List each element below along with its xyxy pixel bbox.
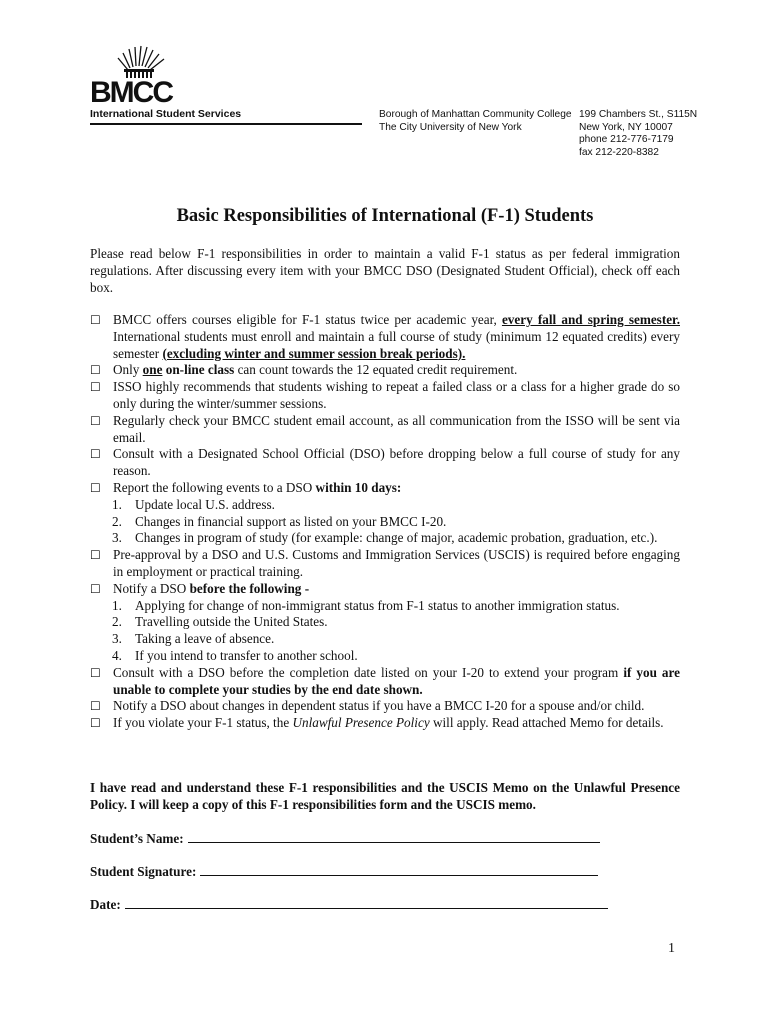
sub-text: Taking a leave of absence. — [135, 631, 275, 647]
page-number: 1 — [668, 941, 675, 956]
student-name-label: Student’s Name: — [90, 831, 184, 846]
sub-number: 3. — [112, 631, 122, 647]
checkbox[interactable]: ☐ — [90, 447, 101, 462]
checkbox[interactable]: ☐ — [90, 480, 101, 495]
sub-list-item — [112, 514, 680, 531]
item-text: Regularly check your BMCC student email account, as all communication from the ISSO will be sent via email. — [113, 412, 680, 445]
item-text: will apply. Read attached Memo for details. — [429, 715, 664, 731]
sub-number: 2. — [112, 513, 122, 529]
sub-text: Travelling outside the United States. — [135, 614, 328, 630]
checklist-item — [90, 547, 680, 581]
checkbox[interactable]: ☐ — [90, 548, 101, 563]
checklist-item — [90, 446, 680, 480]
address-line: phone 212-776-7179 — [579, 134, 674, 145]
policy-name: Unlawful Presence Policy — [292, 715, 430, 731]
item-text: Consult with a Designated School Official (DSO) before dropping below a full course of study for any reason. — [113, 446, 680, 479]
item-emphasis: (excluding winter and summer session break periods). — [162, 345, 466, 361]
office-address — [579, 109, 697, 159]
item-text: Report the following events to a DSO — [113, 479, 316, 495]
sub-list-item — [112, 497, 680, 514]
department-name: International Student Services — [90, 108, 242, 120]
checklist-item — [90, 362, 680, 379]
checklist-item — [90, 312, 680, 362]
intro-paragraph: Please read below F-1 responsibilities in order to maintain a valid F-1 status as per federal immigration regulations. After discussing every item with your BMCC DSO (Designated Student Official), check off each box. — [90, 246, 680, 295]
student-name-field — [90, 830, 600, 847]
sub-text: Changes in program of study (for example: change of major, academic probation, graduation, etc.). — [135, 530, 658, 546]
address-line: fax 212-220-8382 — [579, 146, 659, 158]
address-line: 199 Chambers St., S115N — [579, 109, 698, 120]
document-title: Basic Responsibilities of International (F-1) Students — [176, 206, 594, 226]
header-rule — [90, 123, 362, 125]
checklist-item — [90, 581, 680, 598]
date-input-line[interactable] — [125, 896, 608, 909]
sub-list-item — [112, 614, 680, 631]
checkbox[interactable]: ☐ — [90, 699, 101, 714]
student-signature-input-line[interactable] — [200, 863, 598, 876]
item-text: If you violate your F-1 status, the — [113, 715, 293, 731]
sub-list-item — [112, 530, 680, 547]
sub-number: 3. — [112, 530, 122, 546]
item-emphasis: every fall and spring semester. — [501, 312, 680, 327]
bmcc-logo — [88, 44, 203, 104]
date-label: Date: — [90, 897, 121, 912]
item-emphasis: if you are unable to complete your studies by the end date shown. — [113, 664, 680, 697]
checkbox[interactable]: ☐ — [90, 413, 101, 428]
item-text: can count towards the 12 equated credit requirement. — [234, 362, 518, 378]
item-emphasis: on-line class — [162, 362, 235, 378]
item-text: ISSO highly recommends that students wishing to repeat a failed class or a class for a higher grade do so only during the winter/summer sessions. — [113, 379, 680, 411]
checklist-item — [90, 665, 680, 699]
checkbox[interactable]: ☐ — [90, 313, 101, 327]
date-field — [90, 896, 608, 913]
responsibilities-checklist — [90, 312, 680, 732]
checkbox[interactable]: ☐ — [90, 716, 101, 731]
sub-list-item — [112, 648, 680, 665]
item-emphasis: one — [142, 362, 163, 378]
checklist-item — [90, 413, 680, 447]
college-name — [379, 109, 572, 134]
student-name-input-line[interactable] — [188, 830, 600, 843]
item-text: Notify a DSO — [113, 580, 190, 596]
acknowledgement-statement: I have read and understand these F-1 responsibilities and the USCIS Memo on the Unlawful Presence Policy. I will keep a copy of this F-1 responsibilities form and the USCIS memo. — [90, 780, 680, 812]
checkbox[interactable]: ☐ — [90, 380, 101, 395]
sub-number: 1. — [112, 597, 122, 613]
college-line: Borough of Manhattan Community College — [379, 109, 572, 120]
checklist-item — [90, 379, 680, 413]
item-text: Notify a DSO about changes in dependent status if you have a BMCC I-20 for a spouse and/or child. — [113, 698, 645, 714]
sub-text: Applying for change of non-immigrant status from F-1 status to another immigration status. — [135, 597, 620, 613]
sub-text: Update local U.S. address. — [135, 496, 275, 512]
item-emphasis: within 10 days: — [315, 479, 402, 495]
checklist-item — [90, 698, 680, 715]
checklist-item — [90, 480, 680, 497]
checkbox[interactable]: ☐ — [90, 665, 101, 680]
item-text: Only — [113, 362, 143, 378]
sub-text: Changes in financial support as listed on your BMCC I-20. — [135, 513, 447, 529]
student-signature-field — [90, 863, 598, 880]
item-emphasis: before the following - — [189, 580, 310, 596]
sub-list-item — [112, 631, 680, 648]
bmcc-logo-text: BMCC — [90, 76, 172, 104]
checkbox[interactable]: ☐ — [90, 581, 101, 596]
sub-number: 1. — [112, 496, 122, 512]
item-text: BMCC offers courses eligible for F-1 status twice per academic year, — [113, 312, 502, 327]
checkbox[interactable]: ☐ — [90, 363, 101, 378]
item-text: Consult with a DSO before the completion date listed on your I-20 to extend your program — [113, 664, 624, 680]
sub-number: 2. — [112, 614, 122, 630]
item-text: Pre-approval by a DSO and U.S. Customs and Immigration Services (USCIS) is required before engaging in employment or practical training. — [113, 547, 680, 579]
address-line: New York, NY 10007 — [579, 121, 673, 133]
sub-text: If you intend to transfer to another school. — [135, 647, 358, 663]
student-signature-label: Student Signature: — [90, 864, 197, 879]
sub-number: 4. — [112, 647, 122, 663]
checklist-item — [90, 715, 680, 732]
item-text: International students must enroll and maintain a full course of study (minimum 12 equated credits) every semester — [113, 328, 680, 361]
college-line: The City University of New York — [379, 121, 522, 133]
sub-list-item — [112, 598, 680, 615]
